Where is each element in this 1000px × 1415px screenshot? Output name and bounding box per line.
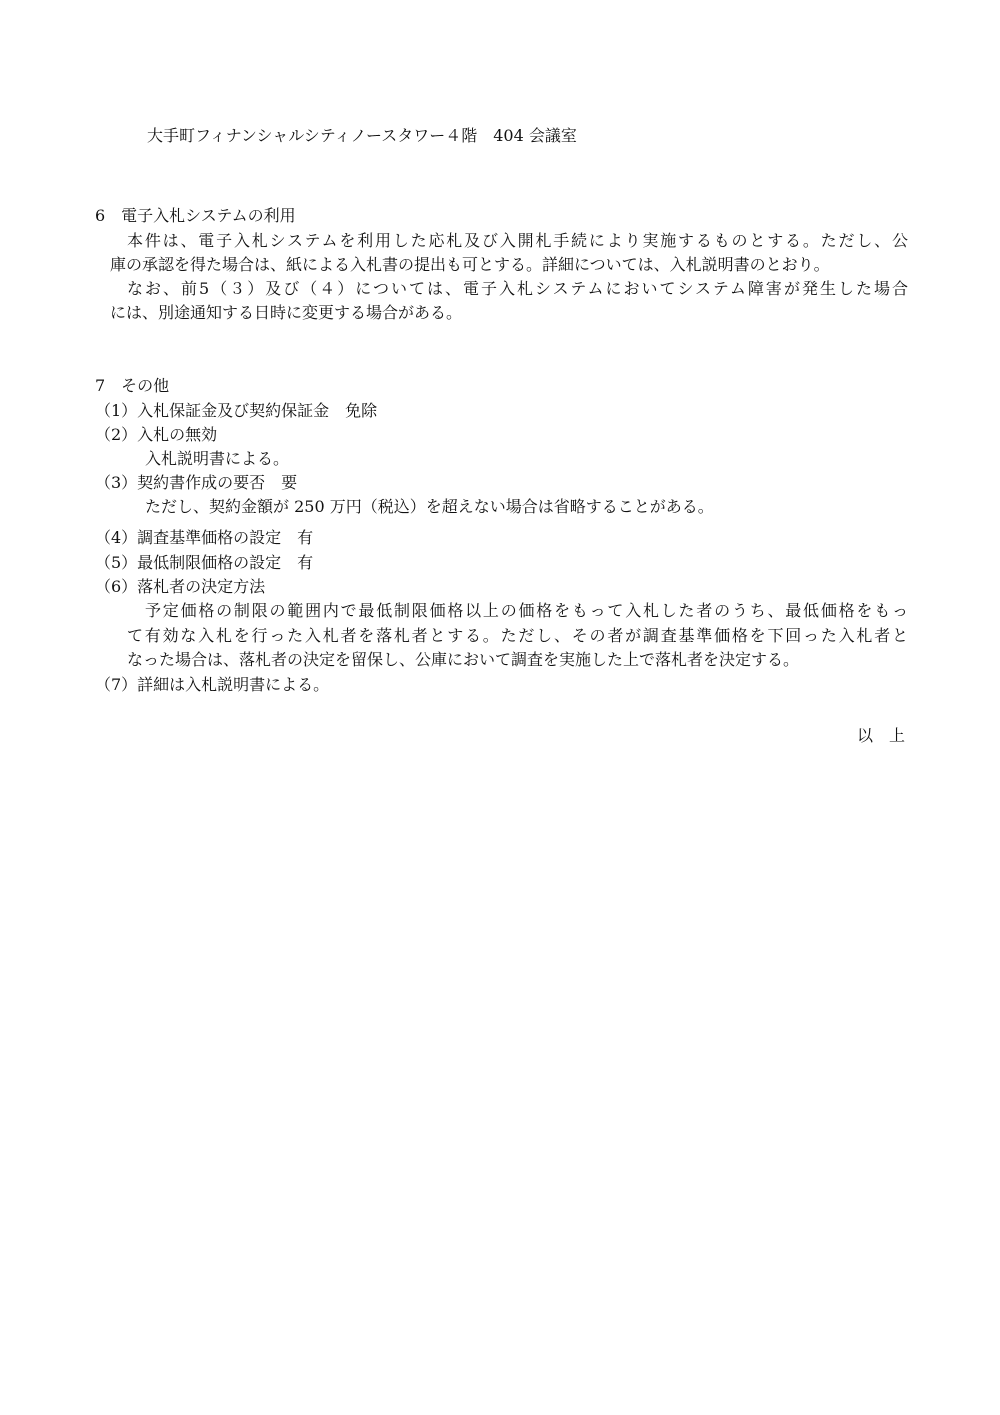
address-line: 大手町フィナンシャルシティノースタワー４階 404 会議室 — [147, 126, 577, 145]
section-7-item-7: （7）詳細は入札説明書による。 — [95, 675, 330, 694]
section-7-item-6-line-3: なった場合は、落札者の決定を留保し、公庫において調査を実施した上で落札者を決定する。 — [127, 650, 800, 669]
section-7-item-4: （4）調査基準価格の設定 有 — [95, 528, 314, 547]
section-6-heading: 6 電子入札システムの利用 — [95, 206, 296, 225]
section-7-item-2: （2）入札の無効 — [95, 425, 218, 444]
section-7-item-3-detail: ただし、契約金額が 250 万円（税込）を超えない場合は省略することがある。 — [145, 497, 714, 516]
section-7-heading: 7 その他 — [95, 376, 170, 395]
section-7-item-6-line-1: 予定価格の制限の範囲内で最低制限価格以上の価格をもって入札した者のうち、最低価格をもっ — [145, 601, 908, 620]
closing-text: 以 上 — [857, 726, 906, 745]
section-7-item-6: （6）落札者の決定方法 — [95, 577, 266, 596]
section-7-item-5: （5）最低制限価格の設定 有 — [95, 553, 314, 572]
section-7-item-3: （3）契約書作成の要否 要 — [95, 473, 298, 492]
section-6-paragraph-1-line-1: 本件は、電子入札システムを利用した応札及び入開札手続により実施するものとする。ただし、公 — [127, 231, 908, 250]
section-6-paragraph-1-line-2: 庫の承認を得た場合は、紙による入札書の提出も可とする。詳細については、入札説明書のとおり。 — [110, 255, 830, 274]
section-6-paragraph-2-line-1: なお、前5（３）及び（４）については、電子入札システムにおいてシステム障害が発生した場合 — [127, 279, 908, 298]
section-7-item-2-detail: 入札説明書による。 — [145, 449, 290, 468]
section-6-paragraph-2-line-2: には、別途通知する日時に変更する場合がある。 — [110, 303, 463, 322]
section-7-item-6-line-2: て有効な入札を行った入札者を落札者とする。ただし、その者が調査基準価格を下回った入札者と — [127, 626, 908, 645]
section-7-item-1: （1）入札保証金及び契約保証金 免除 — [95, 401, 378, 420]
